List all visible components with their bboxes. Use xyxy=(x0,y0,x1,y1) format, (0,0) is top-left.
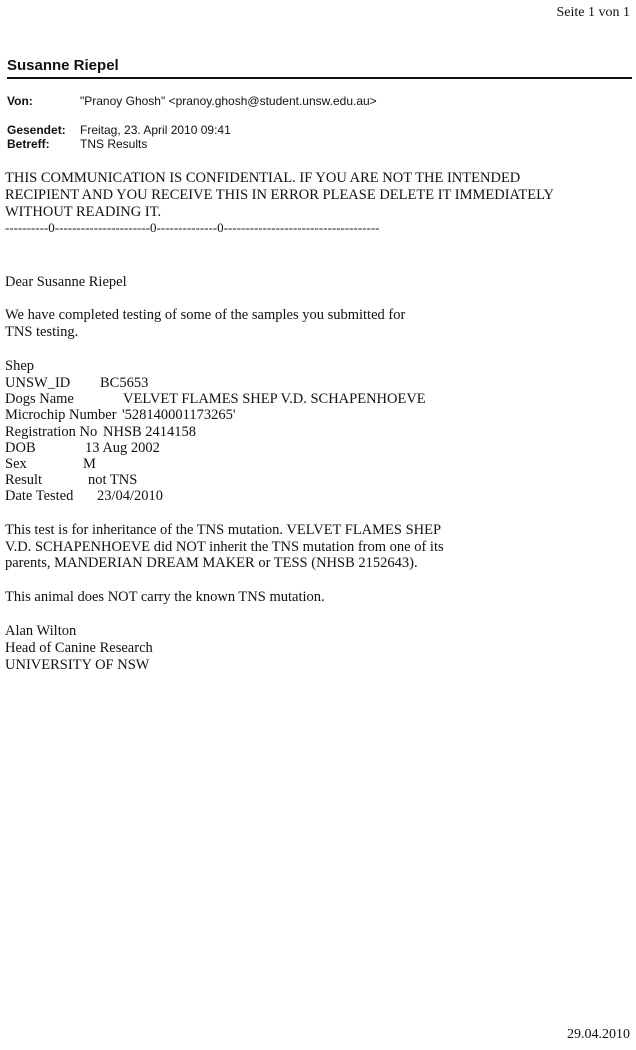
field-row xyxy=(5,407,605,424)
signature-org: UNIVERSITY OF NSW xyxy=(5,657,150,673)
field-row xyxy=(5,375,605,392)
field-row xyxy=(5,488,605,505)
intro-line: TNS testing. xyxy=(5,324,79,340)
field-value: not TNS xyxy=(88,472,138,488)
explanation-line: V.D. SCHAPENHOEVE did NOT inherit the TNS mutation from one of its xyxy=(5,539,444,555)
field-label: DOB xyxy=(5,440,36,456)
field-label: Dogs Name xyxy=(5,391,74,407)
explanation-line: This test is for inheritance of the TNS mutation. VELVET FLAMES SHEP xyxy=(5,522,442,538)
breed: Shep xyxy=(5,358,34,374)
intro-line: We have completed testing of some of the samples you submitted for xyxy=(5,307,406,323)
sent-label: Gesendet: xyxy=(7,123,66,137)
field-row xyxy=(5,456,605,473)
field-label: UNSW_ID xyxy=(5,375,71,391)
mailbox-owner: Susanne Riepel xyxy=(7,57,119,74)
field-value: M xyxy=(83,456,96,472)
explanation-line: parents, MANDERIAN DREAM MAKER or TESS (NHSB 2152643). xyxy=(5,555,418,571)
field-label: Sex xyxy=(5,456,27,472)
field-label: Microchip Number xyxy=(5,407,117,423)
subject-label: Betreff: xyxy=(7,137,50,151)
field-row xyxy=(5,424,605,441)
field-value: 23/04/2010 xyxy=(97,488,164,504)
subject-value: TNS Results xyxy=(80,137,148,151)
field-value: VELVET FLAMES SHEP V.D. SCHAPENHOEVE xyxy=(123,391,426,407)
signature-name: Alan Wilton xyxy=(5,623,77,639)
from-value: "Pranoy Ghosh" <pranoy.ghosh@student.unsw.edu.au> xyxy=(80,94,377,108)
page-header: Seite 1 von 1 xyxy=(556,5,630,20)
from-label: Von: xyxy=(7,94,33,108)
greeting: Dear Susanne Riepel xyxy=(5,274,127,290)
signature-title: Head of Canine Research xyxy=(5,640,153,656)
field-value: '528140001173265' xyxy=(122,407,236,423)
field-value: BC5653 xyxy=(100,375,149,391)
field-label: Registration No xyxy=(5,424,98,440)
sent-value: Freitag, 23. April 2010 09:41 xyxy=(80,123,231,137)
field-label: Result xyxy=(5,472,43,488)
field-row xyxy=(5,472,605,489)
field-value: 13 Aug 2002 xyxy=(85,440,160,456)
field-value: NHSB 2414158 xyxy=(103,424,197,440)
disclaimer-line: RECIPIENT AND YOU RECEIVE THIS IN ERROR PLEASE DELETE IT IMMEDIATELY xyxy=(5,187,554,203)
conclusion: This animal does NOT carry the known TNS mutation. xyxy=(5,589,325,605)
disclaimer-line: WITHOUT READING IT. xyxy=(5,204,162,220)
separator-line: ----------0----------------------0--------------0------------------------------------ xyxy=(5,220,380,235)
header-divider xyxy=(7,77,632,79)
page-footer: 29.04.2010 xyxy=(567,1027,630,1042)
field-label: Date Tested xyxy=(5,488,74,504)
field-row xyxy=(5,391,605,408)
field-row xyxy=(5,440,605,457)
disclaimer-line: THIS COMMUNICATION IS CONFIDENTIAL. IF YOU ARE NOT THE INTENDED xyxy=(5,170,521,186)
